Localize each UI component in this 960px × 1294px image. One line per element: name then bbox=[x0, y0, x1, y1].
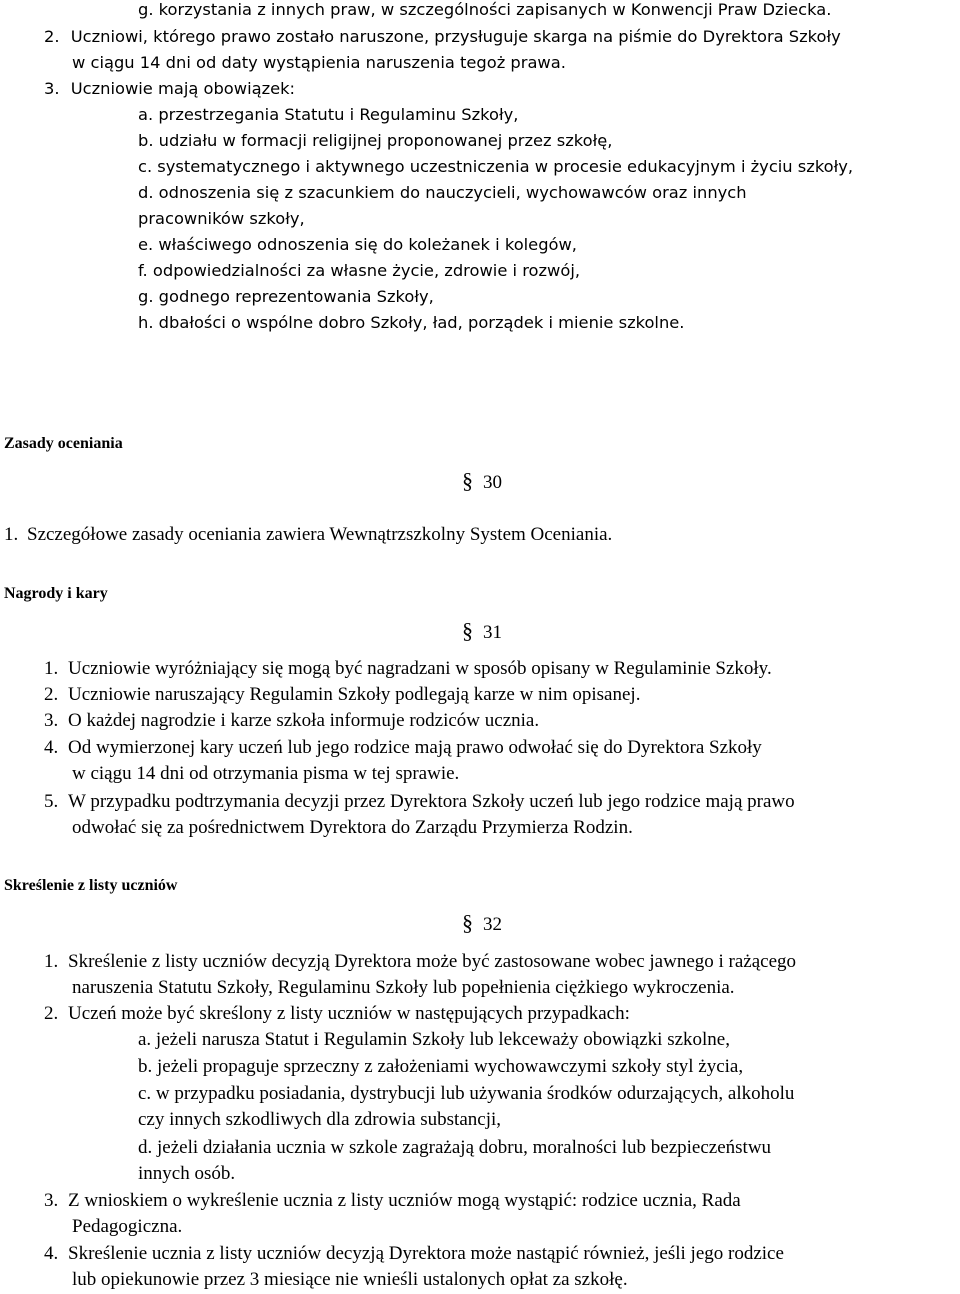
list-item-2 bbox=[44, 29, 841, 45]
duty-item-b: b. udziału w formacji religijnej proponowanej przez szkołę, bbox=[138, 131, 613, 150]
skreslenie-item-1 bbox=[44, 952, 796, 971]
section-heading-oceniania: Zasady oceniania bbox=[4, 435, 123, 452]
paragraph-number: 32 bbox=[483, 914, 502, 935]
nagrody-item-4-continuation: w ciągu 14 dni od otrzymania pisma w tej sprawie. bbox=[72, 763, 460, 784]
skreslenie-item-2 bbox=[44, 1004, 630, 1023]
item-text: Uczniowi, którego prawo zostało naruszone, przysługuje skarga na piśmie do Dyrektora Szkoły bbox=[70, 27, 841, 46]
duty-item-d-continuation: pracowników szkoły, bbox=[138, 209, 305, 228]
section-heading-nagrody: Nagrody i kary bbox=[4, 585, 108, 602]
duty-item-g: g. godnego reprezentowania Szkoły, bbox=[138, 287, 434, 306]
item-number: 4. bbox=[44, 1243, 59, 1264]
item-number: 3. bbox=[44, 710, 59, 731]
item-number: 1. bbox=[44, 951, 59, 972]
nagrody-item-5 bbox=[44, 792, 795, 811]
paragraph-number-32 bbox=[462, 912, 502, 934]
paragraph-number-31 bbox=[462, 620, 502, 642]
case-item-c: c. w przypadku posiadania, dystrybucji lub używania środków odurzających, alkoholu bbox=[138, 1083, 795, 1104]
item-text: Uczniowie wyróżniający się mogą być nagradzani w sposób opisany w Regulaminie Szkoły. bbox=[68, 658, 772, 679]
duty-item-d: d. odnoszenia się z szacunkiem do nauczycieli, wychowawców oraz innych bbox=[138, 183, 747, 202]
item-text: Z wnioskiem o wykreślenie ucznia z listy uczniów mogą wystąpić: rodzice ucznia, Rada bbox=[68, 1190, 741, 1211]
case-item-d-continuation: innych osób. bbox=[138, 1163, 236, 1184]
section-sign-icon: § bbox=[462, 468, 473, 493]
item-text: O każdej nagrodzie i karze szkoła informuje rodziców ucznia. bbox=[68, 710, 540, 731]
nagrody-item-1 bbox=[44, 659, 772, 678]
item-number: 2. bbox=[44, 1003, 59, 1024]
paragraph-number-30 bbox=[462, 470, 502, 492]
list-item-2-continuation: w ciągu 14 dni od daty wystąpienia naruszenia tegoż prawa. bbox=[72, 53, 566, 72]
item-text: Uczeń może być skreślony z listy uczniów w następujących przypadkach: bbox=[68, 1003, 630, 1024]
nagrody-item-5-continuation: odwołać się za pośrednictwem Dyrektora do Zarządu Przymierza Rodzin. bbox=[72, 817, 633, 838]
nagrody-item-2 bbox=[44, 685, 640, 704]
section-heading-skreslenie: Skreślenie z listy uczniów bbox=[4, 877, 178, 894]
item-text: Skreślenie ucznia z listy uczniów decyzją Dyrektora może nastąpić również, jeśli jego rodzice bbox=[68, 1243, 784, 1264]
item-number: 1. bbox=[4, 524, 19, 545]
item-number: 1. bbox=[44, 658, 59, 679]
skreslenie-item-4-continuation: lub opiekunowie przez 3 miesiące nie wnieśli ustalonych opłat za szkołę. bbox=[72, 1269, 628, 1290]
item-text: Skreślenie z listy uczniów decyzją Dyrektora może być zastosowane wobec jawnego i rażącego bbox=[68, 951, 797, 972]
item-number: 3. bbox=[44, 79, 60, 98]
item-number: 2. bbox=[44, 27, 60, 46]
item-number: 2. bbox=[44, 684, 59, 705]
paragraph-number: 30 bbox=[483, 472, 502, 493]
skreslenie-item-3 bbox=[44, 1191, 741, 1210]
item-text: Od wymierzonej kary uczeń lub jego rodzice mają prawo odwołać się do Dyrektora Szkoły bbox=[68, 737, 762, 758]
list-item-g-previous: g. korzystania z innych praw, w szczególności zapisanych w Konwencji Praw Dziecka. bbox=[138, 0, 832, 19]
case-item-a: a. jeżeli narusza Statut i Regulamin Szkoły lub lekceważy obowiązki szkolne, bbox=[138, 1029, 730, 1050]
nagrody-item-4 bbox=[44, 738, 762, 757]
skreslenie-item-3-continuation: Pedagogiczna. bbox=[72, 1216, 183, 1237]
item-text: Uczniowie mają obowiązek: bbox=[70, 79, 296, 98]
section-sign-icon: § bbox=[462, 618, 473, 643]
duty-item-f: f. odpowiedzialności za własne życie, zdrowie i rozwój, bbox=[138, 261, 581, 280]
duty-item-a: a. przestrzegania Statutu i Regulaminu Szkoły, bbox=[138, 105, 519, 124]
item-number: 4. bbox=[44, 737, 59, 758]
nagrody-item-3 bbox=[44, 711, 539, 730]
item-text: W przypadku podtrzymania decyzji przez Dyrektora Szkoły uczeń lub jego rodzice mają prawo bbox=[68, 791, 795, 812]
duty-item-c: c. systematycznego i aktywnego uczestniczenia w procesie edukacyjnym i życiu szkoły, bbox=[138, 157, 854, 176]
item-number: 3. bbox=[44, 1190, 59, 1211]
paragraph-number: 31 bbox=[483, 622, 502, 643]
oceniania-item-1 bbox=[4, 525, 612, 544]
list-item-3 bbox=[44, 81, 295, 97]
section-sign-icon: § bbox=[462, 910, 473, 935]
item-number: 5. bbox=[44, 791, 59, 812]
duty-item-h: h. dbałości o wspólne dobro Szkoły, ład, porządek i mienie szkolne. bbox=[138, 313, 685, 332]
case-item-b: b. jeżeli propaguje sprzeczny z założeniami wychowawczymi szkoły styl życia, bbox=[138, 1056, 744, 1077]
case-item-c-continuation: czy innych szkodliwych dla zdrowia substancji, bbox=[138, 1109, 502, 1130]
item-text: Szczegółowe zasady oceniania zawiera Wewnątrzszkolny System Oceniania. bbox=[27, 524, 613, 545]
item-text: Uczniowie naruszający Regulamin Szkoły podlegają karze w nim opisanej. bbox=[68, 684, 641, 705]
case-item-d: d. jeżeli działania ucznia w szkole zagrażają dobru, moralności lub bezpieczeństwu bbox=[138, 1137, 772, 1158]
skreslenie-item-4 bbox=[44, 1244, 784, 1263]
skreslenie-item-1-continuation: naruszenia Statutu Szkoły, Regulaminu Szkoły lub popełnienia ciężkiego wykroczenia. bbox=[72, 977, 735, 998]
duty-item-e: e. właściwego odnoszenia się do koleżanek i kolegów, bbox=[138, 235, 577, 254]
